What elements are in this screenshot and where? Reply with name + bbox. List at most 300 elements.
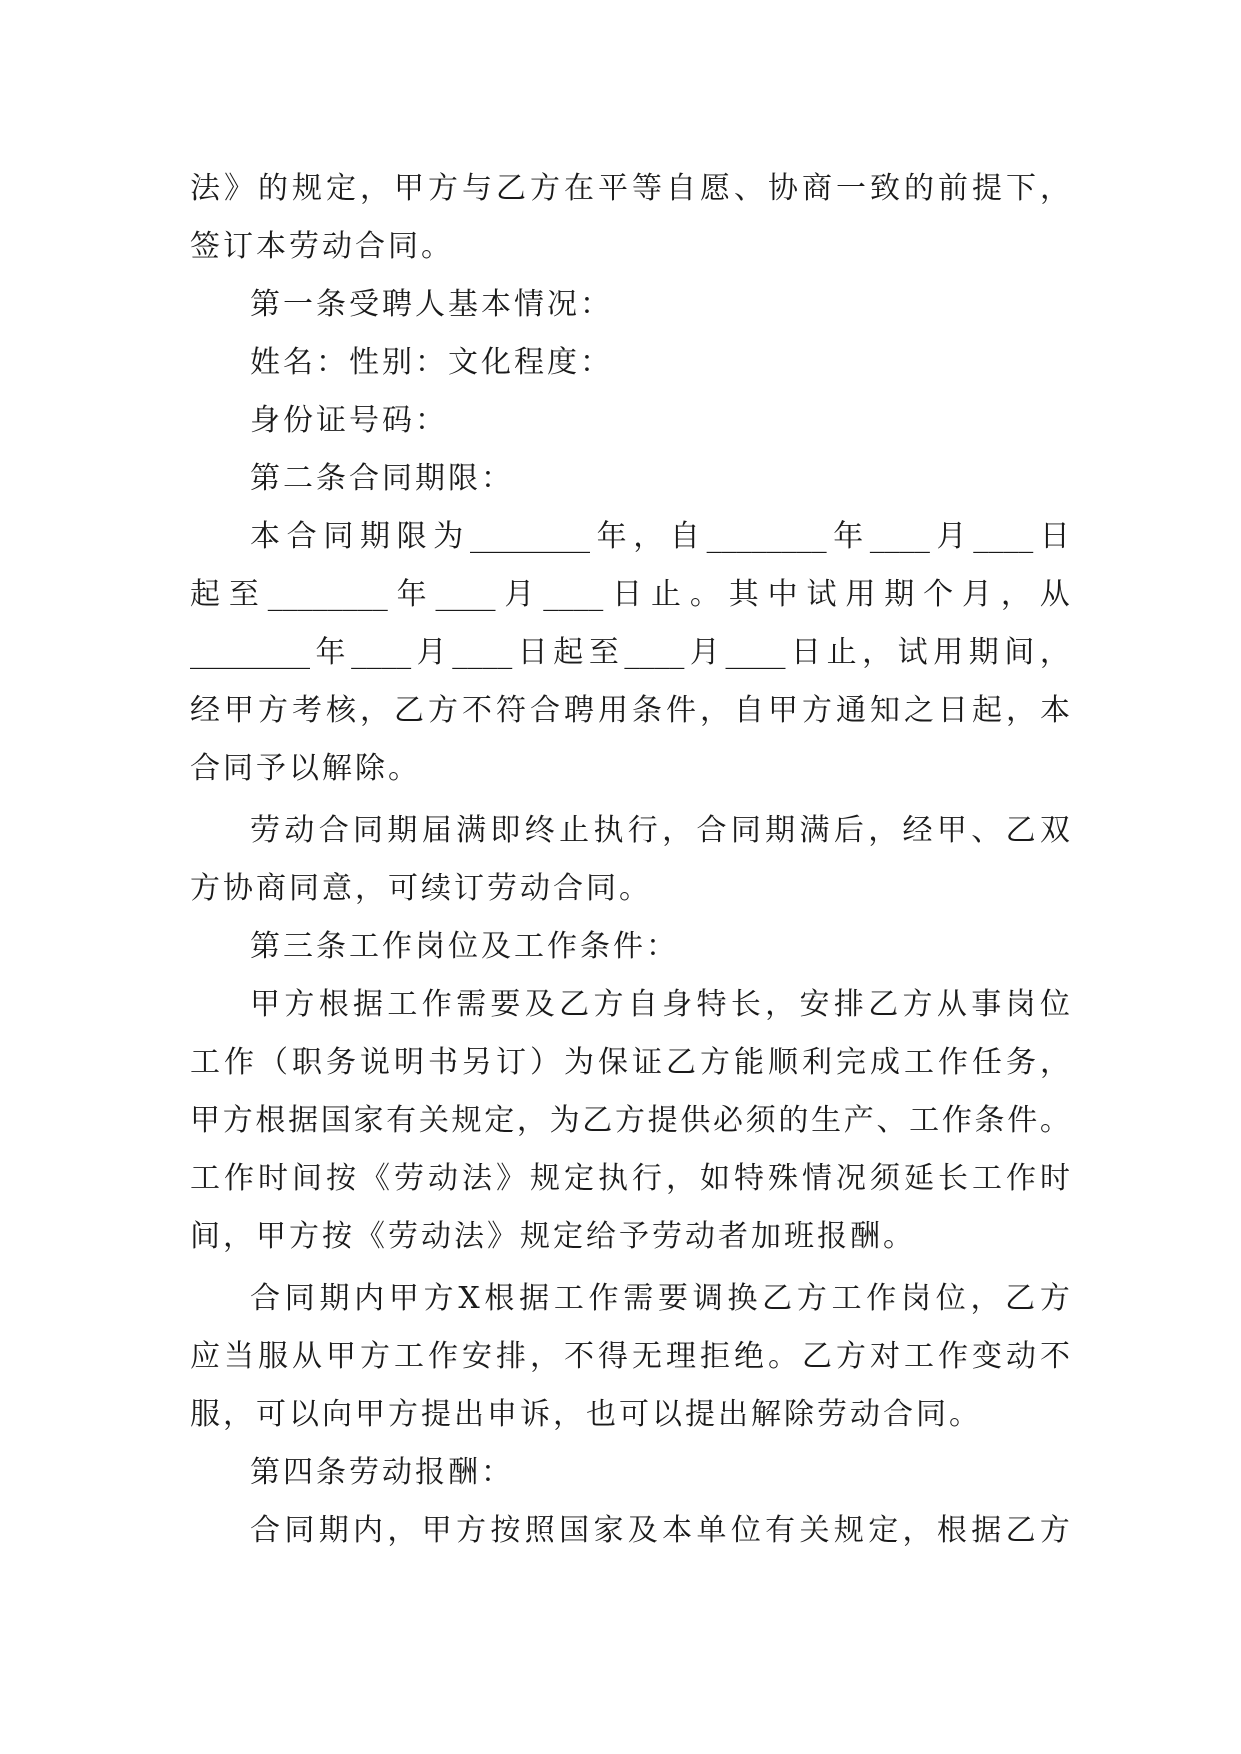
- text-glyph: 况: [836, 1161, 866, 1196]
- text-glyph: 知: [870, 693, 900, 728]
- text-glyph: 甲: [394, 171, 424, 206]
- text-glyph: 、: [971, 813, 1002, 848]
- text-glyph: 其: [728, 577, 759, 612]
- text-glyph: 根: [255, 1103, 286, 1138]
- text-segment: 合同予以解除。: [190, 751, 421, 786]
- text-glyph: 起: [553, 635, 584, 670]
- text-glyph: ，: [862, 635, 893, 670]
- text-glyph: 年: [596, 519, 627, 554]
- text-glyph: ____: [725, 635, 786, 670]
- text-glyph: ，: [1040, 171, 1070, 206]
- text-glyph: 为: [433, 519, 464, 554]
- text-glyph: 绝: [734, 1339, 764, 1374]
- text-glyph: 工: [394, 1339, 424, 1374]
- text-glyph: 《: [360, 1161, 390, 1196]
- text-glyph: 长: [730, 987, 761, 1022]
- text-glyph: 乙: [1005, 813, 1036, 848]
- text-glyph: 同: [353, 813, 384, 848]
- text-line: [190, 1502, 1070, 1560]
- text-glyph: 终: [524, 813, 555, 848]
- text-glyph: 时: [258, 1161, 288, 1196]
- text-glyph: 协: [768, 171, 798, 206]
- text-glyph: 有: [765, 1513, 796, 1548]
- text-glyph: 完: [836, 1045, 866, 1080]
- text-glyph: 作: [588, 1281, 619, 1316]
- text-glyph: 成: [870, 1045, 900, 1080]
- text-glyph: 说: [360, 1045, 390, 1080]
- text-glyph: 乙: [762, 1281, 793, 1316]
- text-line: [190, 1270, 1070, 1328]
- text-line: [190, 566, 1070, 624]
- text-glyph: 甲: [388, 1281, 419, 1316]
- text-glyph: 位: [935, 1281, 966, 1316]
- text-glyph: 劳: [250, 813, 280, 848]
- text-glyph: 定: [326, 171, 356, 206]
- text-glyph: 规: [833, 1513, 864, 1548]
- text-glyph: 方: [284, 987, 315, 1022]
- text-glyph: 顺: [768, 1045, 798, 1080]
- text-glyph: 方: [1039, 1513, 1070, 1548]
- text-glyph: ，: [516, 1103, 547, 1138]
- text-glyph: ，: [765, 987, 796, 1022]
- text-glyph: 自: [669, 519, 700, 554]
- text-glyph: 止: [651, 577, 681, 612]
- text-glyph: 务: [1006, 1045, 1036, 1080]
- text-glyph: 考: [292, 693, 322, 728]
- text-glyph: 工: [553, 1281, 584, 1316]
- section-heading: [190, 918, 1070, 976]
- text-glyph: 供: [680, 1103, 711, 1138]
- text-glyph: 方: [423, 1281, 454, 1316]
- text-glyph: 家: [353, 1103, 384, 1138]
- text-glyph: 书: [428, 1045, 458, 1080]
- text-glyph: 必: [713, 1103, 743, 1138]
- text-glyph: 的: [258, 171, 288, 206]
- text-glyph: 条: [974, 1103, 1005, 1138]
- text-glyph: ，: [700, 693, 730, 728]
- text-glyph: 通: [836, 693, 866, 728]
- text-glyph: ________: [190, 635, 310, 670]
- text-glyph: 关: [418, 1103, 449, 1138]
- text-glyph: 特: [734, 1161, 764, 1196]
- text-glyph: 前: [938, 171, 968, 206]
- text-glyph: 位: [730, 1513, 761, 1548]
- text-glyph: 同: [284, 1281, 315, 1316]
- text-glyph: 商: [802, 171, 832, 206]
- text-glyph: ____: [543, 577, 604, 612]
- text-glyph: 作: [421, 987, 452, 1022]
- text-glyph: 、: [734, 171, 764, 206]
- text-glyph: 从: [292, 1339, 322, 1374]
- text-glyph: 工: [909, 1103, 940, 1138]
- text-glyph: 据: [519, 1281, 550, 1316]
- text-glyph: 根: [484, 1281, 515, 1316]
- text-glyph: 止: [826, 635, 857, 670]
- text-glyph: 。: [689, 577, 720, 612]
- text-glyph: 内: [353, 1513, 384, 1548]
- text-line: [190, 682, 1070, 740]
- text-glyph: 岗: [901, 1281, 932, 1316]
- text-glyph: ，: [970, 1281, 1001, 1316]
- text-glyph: 岗: [1005, 987, 1036, 1022]
- text-glyph: 中: [767, 577, 798, 612]
- text-glyph: 务: [326, 1045, 356, 1080]
- text-segment: 身份证号码：: [250, 403, 448, 438]
- text-glyph: 定: [484, 1103, 515, 1138]
- text-glyph: ，: [1006, 693, 1036, 728]
- text-glyph: 工: [904, 1339, 934, 1374]
- text-glyph: 从: [936, 987, 967, 1022]
- text-glyph: 拒: [700, 1339, 730, 1374]
- text-glyph: 作: [224, 1161, 254, 1196]
- text-segment: 第二条合同期限：: [250, 461, 514, 496]
- text-glyph: 作: [938, 1045, 968, 1080]
- text-glyph: 双: [1039, 813, 1070, 848]
- text-glyph: 位: [1039, 987, 1070, 1022]
- text-glyph: 方: [1039, 1281, 1070, 1316]
- text-glyph: 起: [190, 577, 220, 612]
- text-glyph: 如: [700, 1161, 730, 1196]
- text-glyph: 国: [559, 1513, 590, 1548]
- text-glyph: ，: [1000, 577, 1031, 612]
- text-glyph: 期: [884, 577, 915, 612]
- text-glyph: 证: [632, 1045, 662, 1080]
- text-glyph: 方: [258, 693, 288, 728]
- text-glyph: ）: [530, 1045, 560, 1080]
- text-glyph: 乙: [1005, 1513, 1036, 1548]
- text-glyph: 安: [462, 1339, 492, 1374]
- text-glyph: 月: [504, 577, 535, 612]
- text-glyph: 合: [250, 1281, 280, 1316]
- text-glyph: 本: [662, 1513, 693, 1548]
- text-glyph: 规: [292, 171, 322, 206]
- text-glyph: 方: [836, 1339, 866, 1374]
- text-glyph: 作: [428, 1339, 458, 1374]
- text-line: [190, 508, 1070, 566]
- text-glyph: 至: [588, 635, 619, 670]
- text-glyph: 方: [593, 987, 624, 1022]
- text-glyph: 及: [524, 987, 555, 1022]
- text-glyph: 在: [564, 171, 594, 206]
- text-glyph: 长: [938, 1161, 968, 1196]
- text-glyph: 方: [902, 987, 933, 1022]
- text-glyph: ，: [530, 1339, 560, 1374]
- text-glyph: 等: [632, 171, 662, 206]
- text-glyph: 满: [799, 813, 830, 848]
- text-glyph: 延: [904, 1161, 934, 1196]
- text-glyph: 与: [462, 171, 492, 206]
- text-glyph: 起: [972, 693, 1002, 728]
- text-glyph: 月: [689, 635, 720, 670]
- text-glyph: 服: [258, 1339, 288, 1374]
- text-glyph: 从: [1039, 577, 1070, 612]
- text-glyph: 日: [791, 635, 822, 670]
- text-glyph: 情: [802, 1161, 832, 1196]
- text-glyph: 需: [456, 987, 487, 1022]
- text-glyph: 换: [727, 1281, 758, 1316]
- text-glyph: 动: [428, 1161, 458, 1196]
- text-glyph: 规: [451, 1103, 482, 1138]
- text-glyph: 工: [190, 1045, 220, 1080]
- text-glyph: 生: [811, 1103, 842, 1138]
- text-glyph: ，: [1040, 1045, 1070, 1080]
- text-segment: 签订本劳动合同。: [190, 229, 454, 264]
- text-glyph: 乙: [868, 987, 899, 1022]
- text-glyph: 本: [250, 519, 280, 554]
- text-glyph: 乙: [496, 171, 526, 206]
- text-glyph: 经: [902, 813, 933, 848]
- text-glyph: 产: [843, 1103, 874, 1138]
- text-glyph: 变: [972, 1339, 1002, 1374]
- section-heading: [190, 450, 1070, 508]
- text-line: [190, 624, 1070, 682]
- text-segment: 第三条工作岗位及工作条件：: [250, 929, 679, 964]
- text-glyph: 照: [524, 1513, 555, 1548]
- text-glyph: 排: [496, 1339, 526, 1374]
- text-glyph: 提: [972, 171, 1002, 206]
- text-glyph: 甲: [190, 1103, 220, 1138]
- text-line: [190, 802, 1070, 860]
- text-glyph: 动: [1006, 1339, 1036, 1374]
- text-glyph: 的: [778, 1103, 809, 1138]
- text-glyph: 方: [428, 693, 458, 728]
- text-glyph: 作: [866, 1281, 897, 1316]
- text-glyph: 之: [904, 693, 934, 728]
- text-glyph: 按: [490, 1513, 521, 1548]
- text-glyph: ，: [666, 1161, 696, 1196]
- text-line: [190, 218, 1070, 276]
- text-line: [190, 1208, 1070, 1266]
- text-glyph: 个: [923, 577, 954, 612]
- text-glyph: 方: [360, 1339, 390, 1374]
- text-glyph: ，: [868, 813, 899, 848]
- text-glyph: ____: [869, 519, 930, 554]
- text-glyph: 间: [292, 1161, 322, 1196]
- text-line: [190, 1150, 1070, 1208]
- text-glyph: ____: [973, 519, 1034, 554]
- text-glyph: 月: [936, 519, 967, 554]
- text-glyph: 方: [796, 1281, 827, 1316]
- text-glyph: 方: [222, 1103, 253, 1138]
- text-glyph: 条: [632, 693, 662, 728]
- text-glyph: ____: [351, 635, 412, 670]
- text-glyph: 定: [564, 1161, 594, 1196]
- text-line: [190, 740, 1070, 798]
- text-glyph: 合: [318, 813, 349, 848]
- text-glyph: 要: [657, 1281, 688, 1316]
- text-glyph: （: [258, 1045, 288, 1080]
- text-glyph: 工: [904, 1045, 934, 1080]
- text-glyph: 乙: [559, 987, 590, 1022]
- text-glyph: 事: [971, 987, 1002, 1022]
- text-glyph: 方: [530, 171, 560, 206]
- text-glyph: 有: [386, 1103, 417, 1138]
- text-glyph: 方: [614, 1103, 645, 1138]
- text-glyph: 工: [972, 1161, 1002, 1196]
- text-glyph: 即: [490, 813, 521, 848]
- text-glyph: 执: [593, 813, 624, 848]
- text-glyph: 对: [870, 1339, 900, 1374]
- text-glyph: 另: [462, 1045, 492, 1080]
- text-glyph: 期: [765, 813, 796, 848]
- text-glyph: 期: [387, 813, 418, 848]
- text-glyph: 甲: [250, 987, 280, 1022]
- text-glyph: 作: [938, 1339, 968, 1374]
- text-glyph: 至: [228, 577, 259, 612]
- text-glyph: 据: [288, 1103, 319, 1138]
- document-page: [190, 160, 1070, 1560]
- text-glyph: 应: [190, 1339, 220, 1374]
- text-glyph: ，: [902, 1513, 933, 1548]
- text-glyph: 乙: [666, 1045, 696, 1080]
- text-segment: 间，甲方按《劳动法》规定给予劳动者加班报酬。: [190, 1219, 916, 1254]
- text-glyph: 甲: [421, 1513, 452, 1548]
- text-glyph: ，: [1039, 635, 1070, 670]
- text-glyph: 按: [326, 1161, 356, 1196]
- text-glyph: 时: [1040, 1161, 1070, 1196]
- text-glyph: 甲: [224, 693, 254, 728]
- text-glyph: 愿: [700, 171, 730, 206]
- text-glyph: 用: [598, 693, 628, 728]
- text-glyph: 作: [941, 1103, 972, 1138]
- text-glyph: 年: [315, 635, 346, 670]
- text-line: [190, 860, 1070, 918]
- text-segment: 第四条劳动报酬：: [250, 1455, 514, 1490]
- text-glyph: 根: [318, 987, 349, 1022]
- text-glyph: 职: [292, 1045, 322, 1080]
- text-glyph: 用: [845, 577, 876, 612]
- text-glyph: X: [458, 1281, 480, 1316]
- text-glyph: 执: [598, 1161, 628, 1196]
- text-glyph: 方: [428, 171, 458, 206]
- text-glyph: ____: [452, 635, 513, 670]
- text-glyph: 保: [598, 1045, 628, 1080]
- text-glyph: 届: [421, 813, 452, 848]
- text-glyph: 明: [394, 1045, 424, 1080]
- text-glyph: 》: [224, 171, 254, 206]
- text-glyph: 动: [284, 813, 315, 848]
- text-glyph: 内: [354, 1281, 385, 1316]
- text-segment: 方协商同意，可续订劳动合同。: [190, 871, 652, 906]
- text-glyph: 据: [353, 987, 384, 1022]
- text-glyph: 期: [968, 635, 999, 670]
- text-glyph: 乙: [582, 1103, 613, 1138]
- text-glyph: 试: [806, 577, 837, 612]
- text-glyph: 定: [868, 1513, 899, 1548]
- text-glyph: 满: [456, 813, 487, 848]
- text-glyph: 自: [666, 171, 696, 206]
- text-glyph: 据: [971, 1513, 1002, 1548]
- text-glyph: 同: [730, 813, 761, 848]
- text-glyph: 甲: [768, 693, 798, 728]
- text-glyph: 聘: [564, 693, 594, 728]
- text-glyph: 本: [1040, 693, 1070, 728]
- text-glyph: 特: [696, 987, 727, 1022]
- text-glyph: 乙: [1005, 1281, 1036, 1316]
- text-glyph: 规: [530, 1161, 560, 1196]
- text-glyph: 提: [647, 1103, 678, 1138]
- text-glyph: ，: [360, 693, 390, 728]
- text-glyph: 法: [190, 171, 220, 206]
- text-glyph: 排: [833, 987, 864, 1022]
- text-glyph: 行: [627, 813, 658, 848]
- text-glyph: 期: [319, 1281, 350, 1316]
- text-glyph: 工: [190, 1161, 220, 1196]
- text-line: [190, 1328, 1070, 1386]
- text-glyph: 当: [224, 1339, 254, 1374]
- text-segment: 第一条受聘人基本情况：: [250, 287, 613, 322]
- text-glyph: 致: [870, 171, 900, 206]
- text-glyph: 用: [933, 635, 964, 670]
- text-glyph: 同: [323, 519, 354, 554]
- text-glyph: 工: [831, 1281, 862, 1316]
- text-glyph: 一: [836, 171, 866, 206]
- text-glyph: 为: [564, 1045, 594, 1080]
- text-glyph: ________: [267, 577, 388, 612]
- text-glyph: 理: [666, 1339, 696, 1374]
- text-glyph: 》: [496, 1161, 526, 1196]
- text-glyph: 符: [496, 693, 526, 728]
- text-glyph: 月: [962, 577, 992, 612]
- text-line: [190, 1034, 1070, 1092]
- text-line: [190, 392, 1070, 450]
- text-glyph: 任: [972, 1045, 1002, 1080]
- text-glyph: 能: [734, 1045, 764, 1080]
- text-glyph: 止: [559, 813, 590, 848]
- text-glyph: 得: [598, 1339, 628, 1374]
- text-glyph: 乙: [394, 693, 424, 728]
- text-glyph: 合: [286, 519, 317, 554]
- text-glyph: 为: [549, 1103, 580, 1138]
- text-glyph: ，: [662, 813, 693, 848]
- text-glyph: 甲: [936, 813, 967, 848]
- section-heading: [190, 276, 1070, 334]
- text-glyph: 件: [1007, 1103, 1038, 1138]
- text-glyph: 殊: [768, 1161, 798, 1196]
- text-glyph: 身: [662, 987, 693, 1022]
- text-line: [190, 976, 1070, 1034]
- text-line: [190, 334, 1070, 392]
- text-glyph: 需: [623, 1281, 654, 1316]
- text-glyph: 安: [799, 987, 830, 1022]
- text-glyph: 件: [666, 693, 696, 728]
- text-line: [190, 160, 1070, 218]
- text-glyph: 作: [224, 1045, 254, 1080]
- text-glyph: 须: [870, 1161, 900, 1196]
- text-glyph: 月: [416, 635, 447, 670]
- text-glyph: 合: [530, 693, 560, 728]
- text-glyph: 不: [1040, 1339, 1070, 1374]
- text-glyph: 期: [318, 1513, 349, 1548]
- text-glyph: 合: [250, 1513, 280, 1548]
- text-glyph: 的: [904, 171, 934, 206]
- text-glyph: 间: [1004, 635, 1035, 670]
- text-glyph: 。: [1039, 1103, 1070, 1138]
- text-glyph: 后: [833, 813, 864, 848]
- text-glyph: 方: [700, 1045, 730, 1080]
- text-glyph: 法: [462, 1161, 492, 1196]
- text-glyph: 甲: [326, 1339, 356, 1374]
- text-line: [190, 1386, 1070, 1444]
- text-glyph: 合: [696, 813, 727, 848]
- text-glyph: 劳: [394, 1161, 424, 1196]
- text-glyph: ，: [387, 1513, 418, 1548]
- text-glyph: ，: [360, 171, 390, 206]
- text-glyph: 、: [876, 1103, 907, 1138]
- text-glyph: 根: [936, 1513, 967, 1548]
- text-glyph: 年: [833, 519, 864, 554]
- text-glyph: 不: [462, 693, 492, 728]
